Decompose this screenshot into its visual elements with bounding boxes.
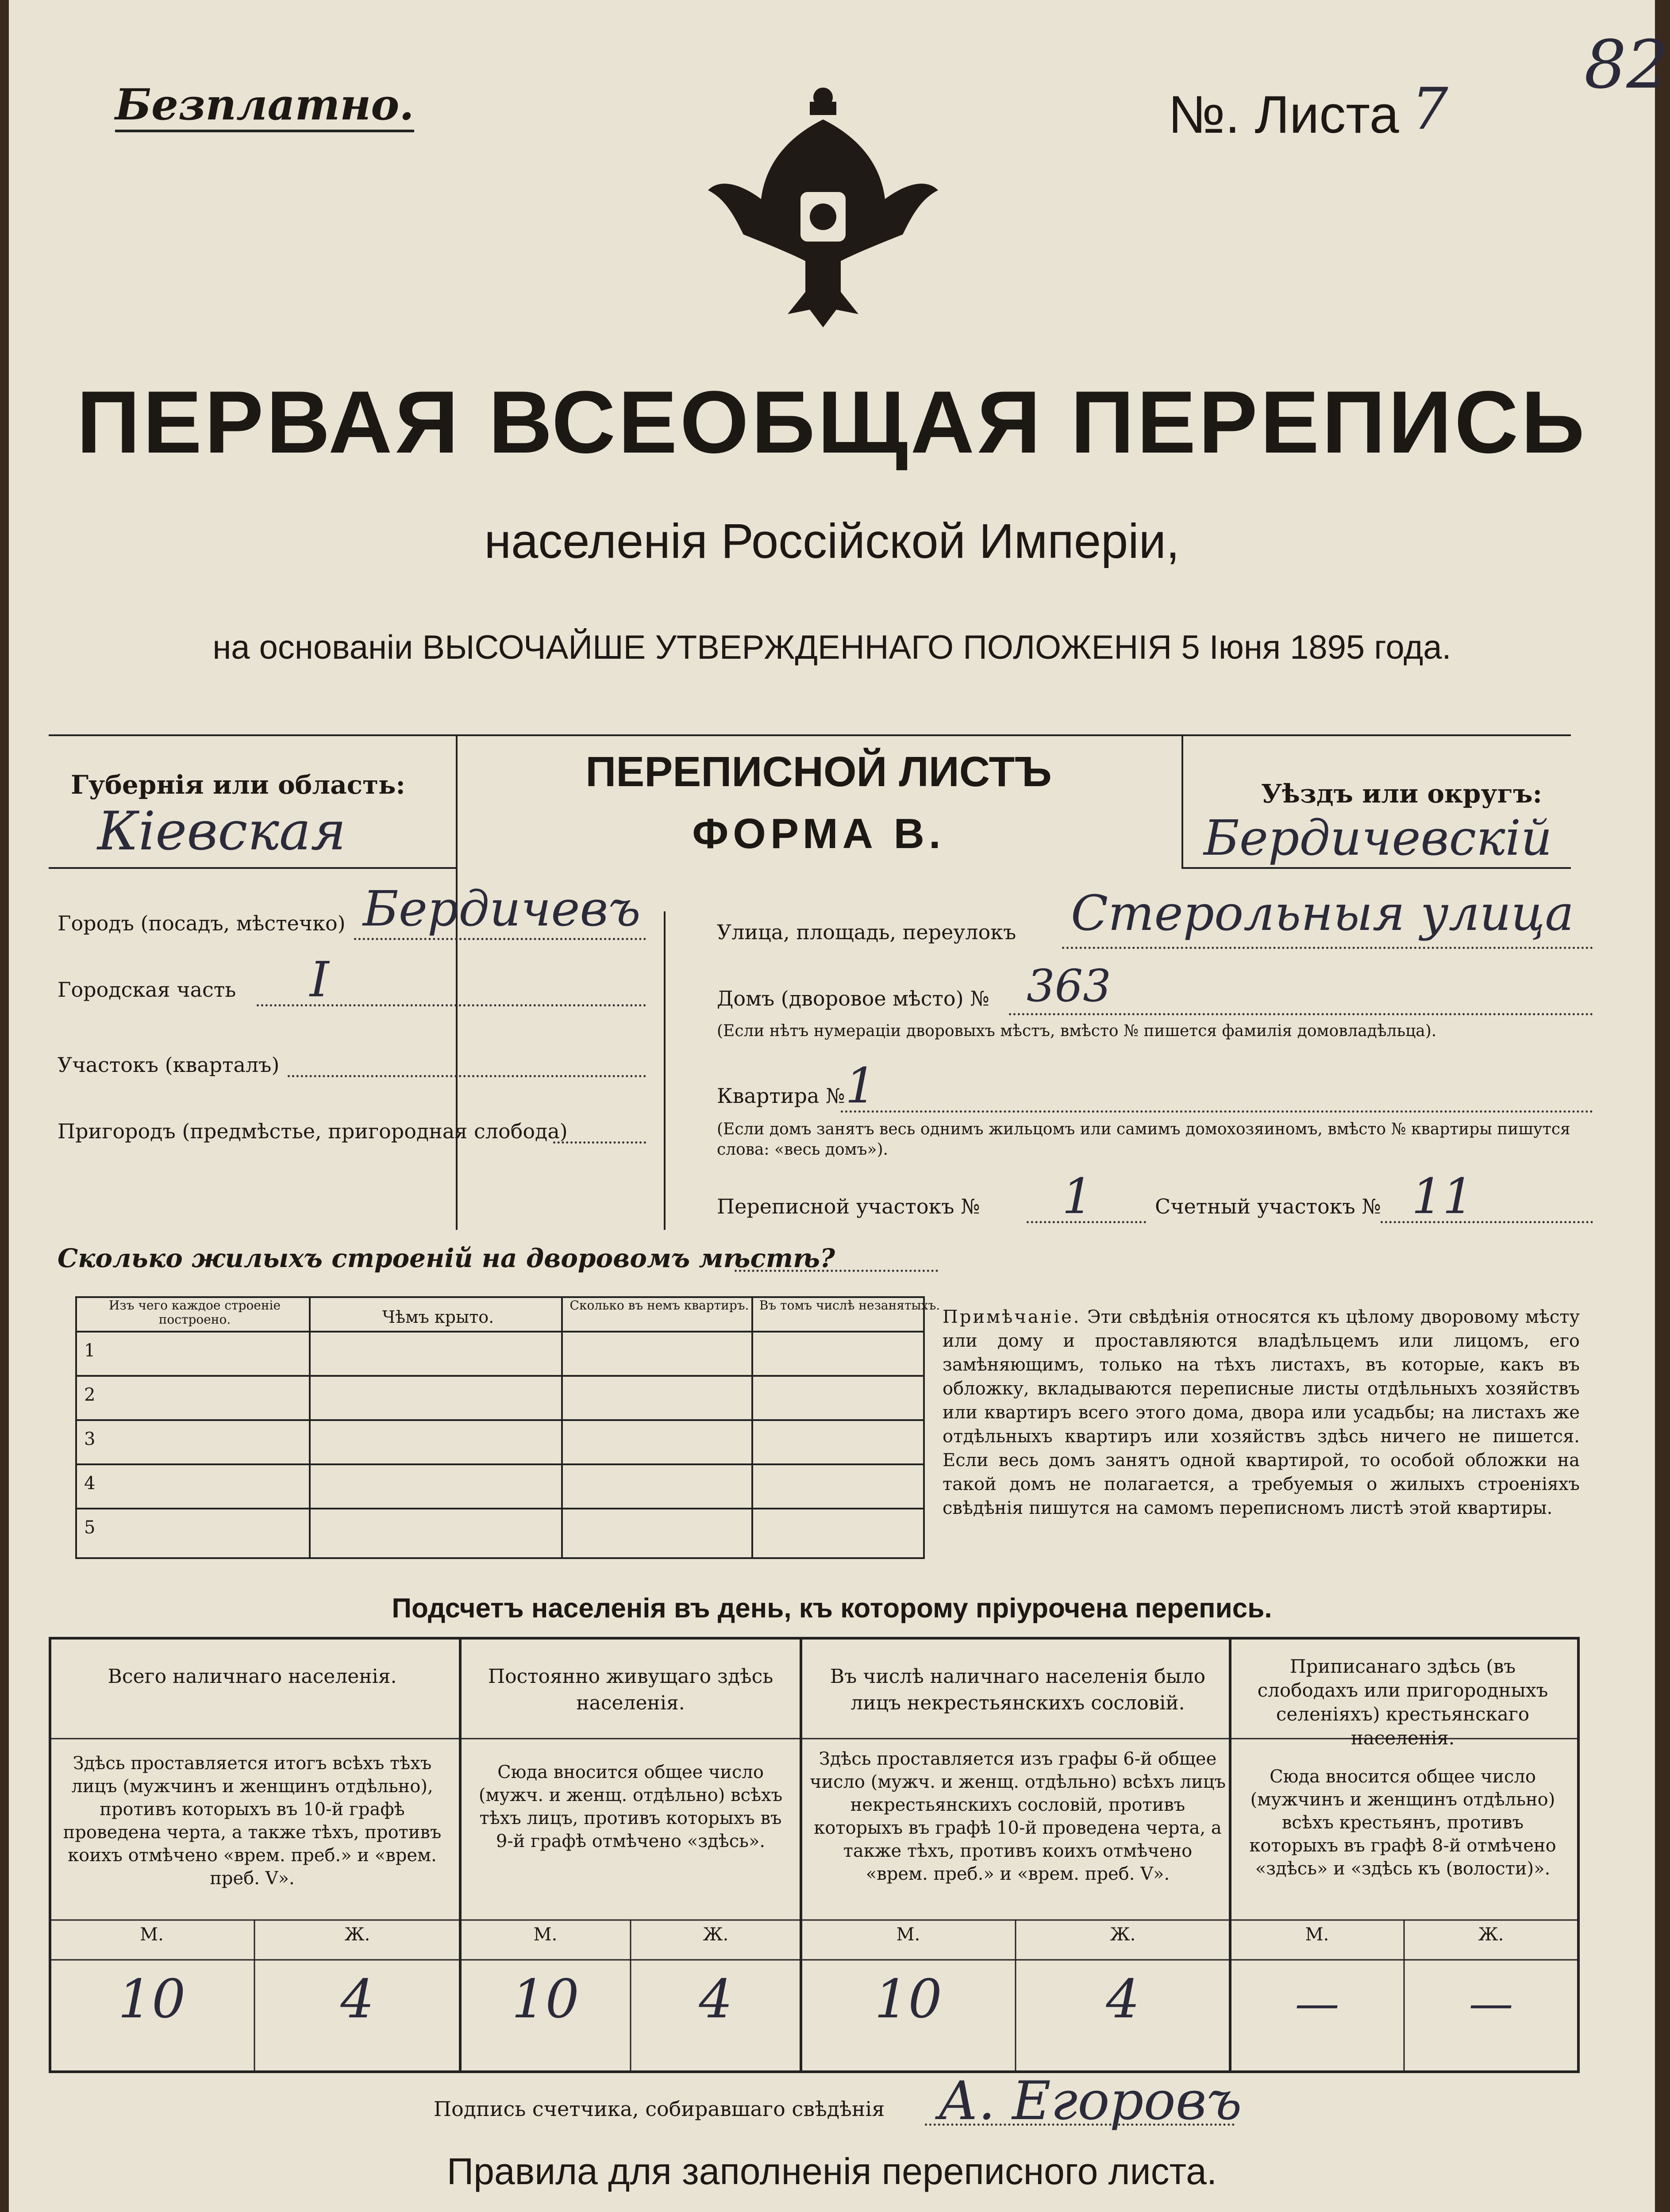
row-number: 3	[84, 1429, 96, 1449]
census-title: ПЕРВАЯ ВСЕОБЩАЯ ПЕРЕПИСЬ	[77, 373, 1587, 472]
male-label: М.	[140, 1924, 164, 1945]
census-area-label: Переписной участокъ №	[717, 1194, 980, 1218]
row-number: 5	[84, 1517, 96, 1538]
female-label: Ж.	[1110, 1924, 1136, 1945]
street-label: Улица, площадь, переулокъ	[717, 920, 1016, 944]
street-value: Стерольныя улица	[1071, 885, 1574, 941]
tally-col-desc: Сюда вносится общее число (мужчинъ и женщинъ отдѣльно) всѣхъ крестьянъ, противъ которыхъ въ графѣ 8-й отмѣчено «здѣсь» и «здѣсь къ (волости)».	[1249, 1767, 1556, 1879]
city-part-value: I	[310, 951, 329, 1008]
rules-title: Правила для заполненія переписного листа.	[446, 2151, 1217, 2192]
district-label: Уѣздъ или округъ:	[1261, 779, 1543, 809]
signature-value: А. Егоровъ	[938, 2070, 1242, 2132]
tally-col-head: Постоянно живущаго здѣсь населенія.	[488, 1665, 773, 1714]
legal-basis: на основаніи ВЫСОЧАЙШЕ УТВЕРЖДЕННАГО ПОЛОЖЕНІЯ 5 Іюня 1895 года.	[212, 629, 1451, 666]
house-note: (Если нѣтъ нумераціи дворовыхъ мѣстъ, вмѣсто № пишется фамилія домовладѣльца).	[717, 1022, 1437, 1040]
buildings-question: Сколько жилыхъ строеній на дворовомъ мѣстѣ?	[58, 1243, 835, 1273]
tally-female-value: 4	[340, 1969, 374, 2030]
tally-female-value: 4	[1106, 1969, 1140, 2030]
census-subtitle: населенія Россійской Имперіи,	[484, 514, 1180, 568]
tally-male-value: —	[1295, 1978, 1339, 2029]
male-label: М.	[1305, 1924, 1329, 1945]
female-label: Ж.	[1478, 1924, 1504, 1945]
district-value: Бердичевскій	[1204, 810, 1552, 866]
buildings-table	[75, 1296, 925, 1562]
tally-col-head: Приписанаго здѣсь (въ слободахъ или пригородныхъ селеніяхъ) крестьянскаго населенія.	[1257, 1655, 1548, 1749]
house-label: Домъ (дворовое мѣсто) №	[717, 987, 989, 1010]
tally-col-desc: Здѣсь проставляется итогъ всѣхъ тѣхъ лицъ (мужчинъ и женщинъ отдѣльно), противъ которыхъ въ 10-й графѣ проведена черта, а также тѣхъ, противъ коихъ отмѣчено «врем. преб.» и «врем. преб. V».	[63, 1753, 442, 1889]
col-apartments: Сколько въ немъ квартиръ.	[569, 1298, 749, 1313]
counting-area-value: 11	[1412, 1168, 1474, 1225]
apartment-note: (Если домъ занятъ весь однимъ жильцомъ или самимъ домохозяиномъ, вмѣсто № квартиры пишутся слова: «весь домъ»).	[717, 1120, 1570, 1159]
apartment-label: Квартира №	[717, 1084, 845, 1108]
note-heading: Примѣчаніе.	[943, 1307, 1081, 1327]
tally-female-value: —	[1469, 1978, 1513, 2029]
tally-male-value: 10	[118, 1969, 186, 2030]
free-label: Безплатно.	[115, 80, 414, 132]
province-label: Губернія или область:	[71, 770, 405, 800]
tally-male-value: 10	[874, 1969, 942, 2030]
counting-area-label: Счетный участокъ №	[1155, 1194, 1381, 1218]
form-type: ФОРМА В.	[692, 810, 945, 857]
tally-col-desc: Здѣсь проставляется изъ графы 6-й общее число (мужч. и женщ. отдѣльно) всѣхъ лицъ некрестьянскихъ сословій, противъ которыхъ въ графѣ 10-й проведена черта, а также тѣхъ, противъ коихъ отмѣчено «врем. преб.» и «врем. преб. V».	[810, 1749, 1226, 1884]
sheet-number-value: 7	[1412, 75, 1448, 142]
city-value: Бердичевъ	[363, 880, 641, 937]
tally-col-head: Въ числѣ наличнаго населенія было лицъ некрестьянскихъ сословій.	[830, 1665, 1206, 1714]
suburb-label: Пригородъ (предмѣстье, пригородная слобода)	[58, 1119, 568, 1143]
tally-col-desc: Сюда вносится общее число (мужч. и женщ. отдѣльно) всѣхъ тѣхъ лицъ, противъ которыхъ въ 9-й графѣ отмѣчено «здѣсь».	[478, 1762, 783, 1851]
row-number: 2	[84, 1385, 96, 1405]
signature-label: Подпись счетчика, собиравшаго свѣдѣнія	[434, 2097, 885, 2121]
archive-number: 82	[1584, 27, 1669, 104]
form-name: ПЕРЕПИСНОЙ ЛИСТЪ	[585, 748, 1052, 795]
note	[943, 1305, 1580, 1520]
house-value: 363	[1027, 960, 1111, 1012]
census-area-value: 1	[1062, 1168, 1093, 1225]
tally-col-head: Всего наличнаго населенія.	[108, 1665, 397, 1688]
sheet-number-label: №. Листа	[1168, 85, 1399, 144]
row-number: 1	[84, 1340, 96, 1361]
female-label: Ж.	[344, 1924, 370, 1945]
province-value: Кіевская	[97, 801, 346, 862]
row-number: 4	[84, 1473, 96, 1494]
precinct-label: Участокъ (кварталъ)	[58, 1053, 280, 1077]
male-label: М.	[896, 1924, 920, 1945]
city-part-label: Городская часть	[58, 978, 236, 1002]
female-label: Ж.	[703, 1924, 729, 1945]
imperial-eagle-emblem	[699, 84, 947, 332]
census-sheet	[9, 0, 1669, 2212]
tally-female-value: 4	[699, 1969, 733, 2030]
tally-title: Подсчетъ населенія въ день, къ которому пріурочена перепись.	[392, 1593, 1272, 1624]
male-label: М.	[533, 1924, 558, 1945]
apartment-value: 1	[845, 1057, 876, 1114]
col-roof: Чѣмъ крыто.	[382, 1307, 494, 1327]
tally-male-value: 10	[512, 1969, 579, 2030]
col-unoccupied: Въ томъ числѣ незанятыхъ.	[759, 1298, 940, 1313]
col-material: Изъ чего каждое строеніе построено.	[108, 1298, 281, 1327]
city-label: Городъ (посадъ, мѣстечко)	[58, 911, 346, 935]
note-text: Эти свѣдѣнія относятся къ цѣлому дворовому мѣсту или дому и проставляются владѣльцемъ или лицомъ, его замѣняющимъ, только на тѣхъ листахъ, въ которые, какъ въ обложку, вкладываются переписные листы отдѣльныхъ хозяйствъ или квартиръ всего этого дома, двора или усадьбы; на листахъ же отдѣльныхъ квартиръ или хозяйствъ здѣсь ничего не пишется. Если весь домъ занятъ одной квартирой, то особой обложки на такой домъ не полагается, а требуемыя о жилыхъ строеніяхъ свѣдѣнія пишутся на самомъ переписномъ листѣ этой квартиры.	[943, 1307, 1580, 1518]
